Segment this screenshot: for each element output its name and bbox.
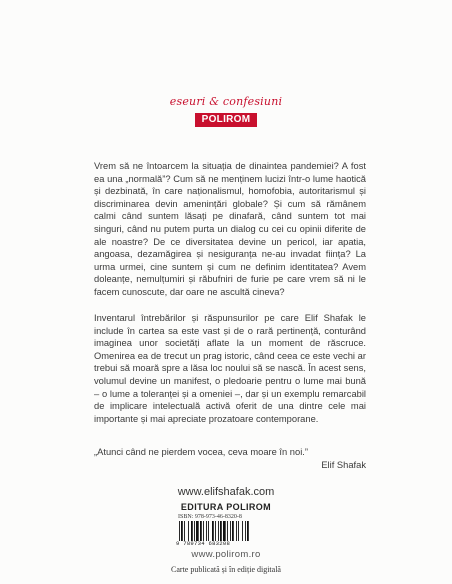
author-website: www.elifshafak.com xyxy=(177,486,275,498)
isbn-label: ISBN: 978-973-46-8320-8 xyxy=(178,514,242,520)
publisher-name: EDITURA POLIROM xyxy=(180,502,272,512)
publisher-website: www.polirom.ro xyxy=(191,549,261,560)
barcode-image xyxy=(178,521,274,541)
quote-author: Elif Shafak xyxy=(321,460,366,470)
blurb-paragraph-1: Vrem să ne întoarcem la situația de dinaintea pandemiei? A fost ea una „normală”? Cum să ne menținem lucizi într-o lume haotică și dezbinată, în care naționalismul, homofobia, autoritarismul și discriminarea devin amenințări globale? Și cum să rămânem calmi când suntem lăsați pe dinafară, când suntem tot mai singuri, când nu putem purta un dialog cu cei cu opinii diferite de ale noastre? De ce diversitatea devine un pericol, iar apatia, angoasa, dezamăgirea și nesiguranța ne-au invadat ființa? La urma urmei, cine suntem și cum ne definim identitatea? Avem doleanțe, nemulțumiri și răbufniri de furie pe care vrem să ni le facem cunoscute, dar oare ne ascultă cineva? xyxy=(94,161,366,297)
series-title: eseuri & confesiuni xyxy=(169,95,283,108)
polirom-logo: POLIROM xyxy=(195,113,257,127)
digital-edition-note: Carte publicată și în ediție digitală xyxy=(171,565,281,574)
blurb-paragraph-2: Inventarul întrebărilor și răspunsurilor pe care Elif Shafak le include în cartea sa este vast și de o rară pertinență, conturând imaginea unor societăți aflate la un moment de răscruce. Omenirea ea de trecut un prag istoric, când ceea ce este vechi ar trebui să moară spre a lăsa loc noului să se nască. În acest sens, volumul devine un manifest, o pledoarie pentru o lume mai bună – o lume a toleranței și a omeniei –, dar și un exemplu remarcabil de implicare intelectuală activă oferit de una dintre cele mai importante și mai apreciate prozatoare contemporane. xyxy=(94,313,366,424)
quote-text: „Atunci când ne pierdem vocea, ceva moare în noi.” xyxy=(94,447,308,457)
barcode-digits: 9 789734 683208 xyxy=(176,540,231,547)
